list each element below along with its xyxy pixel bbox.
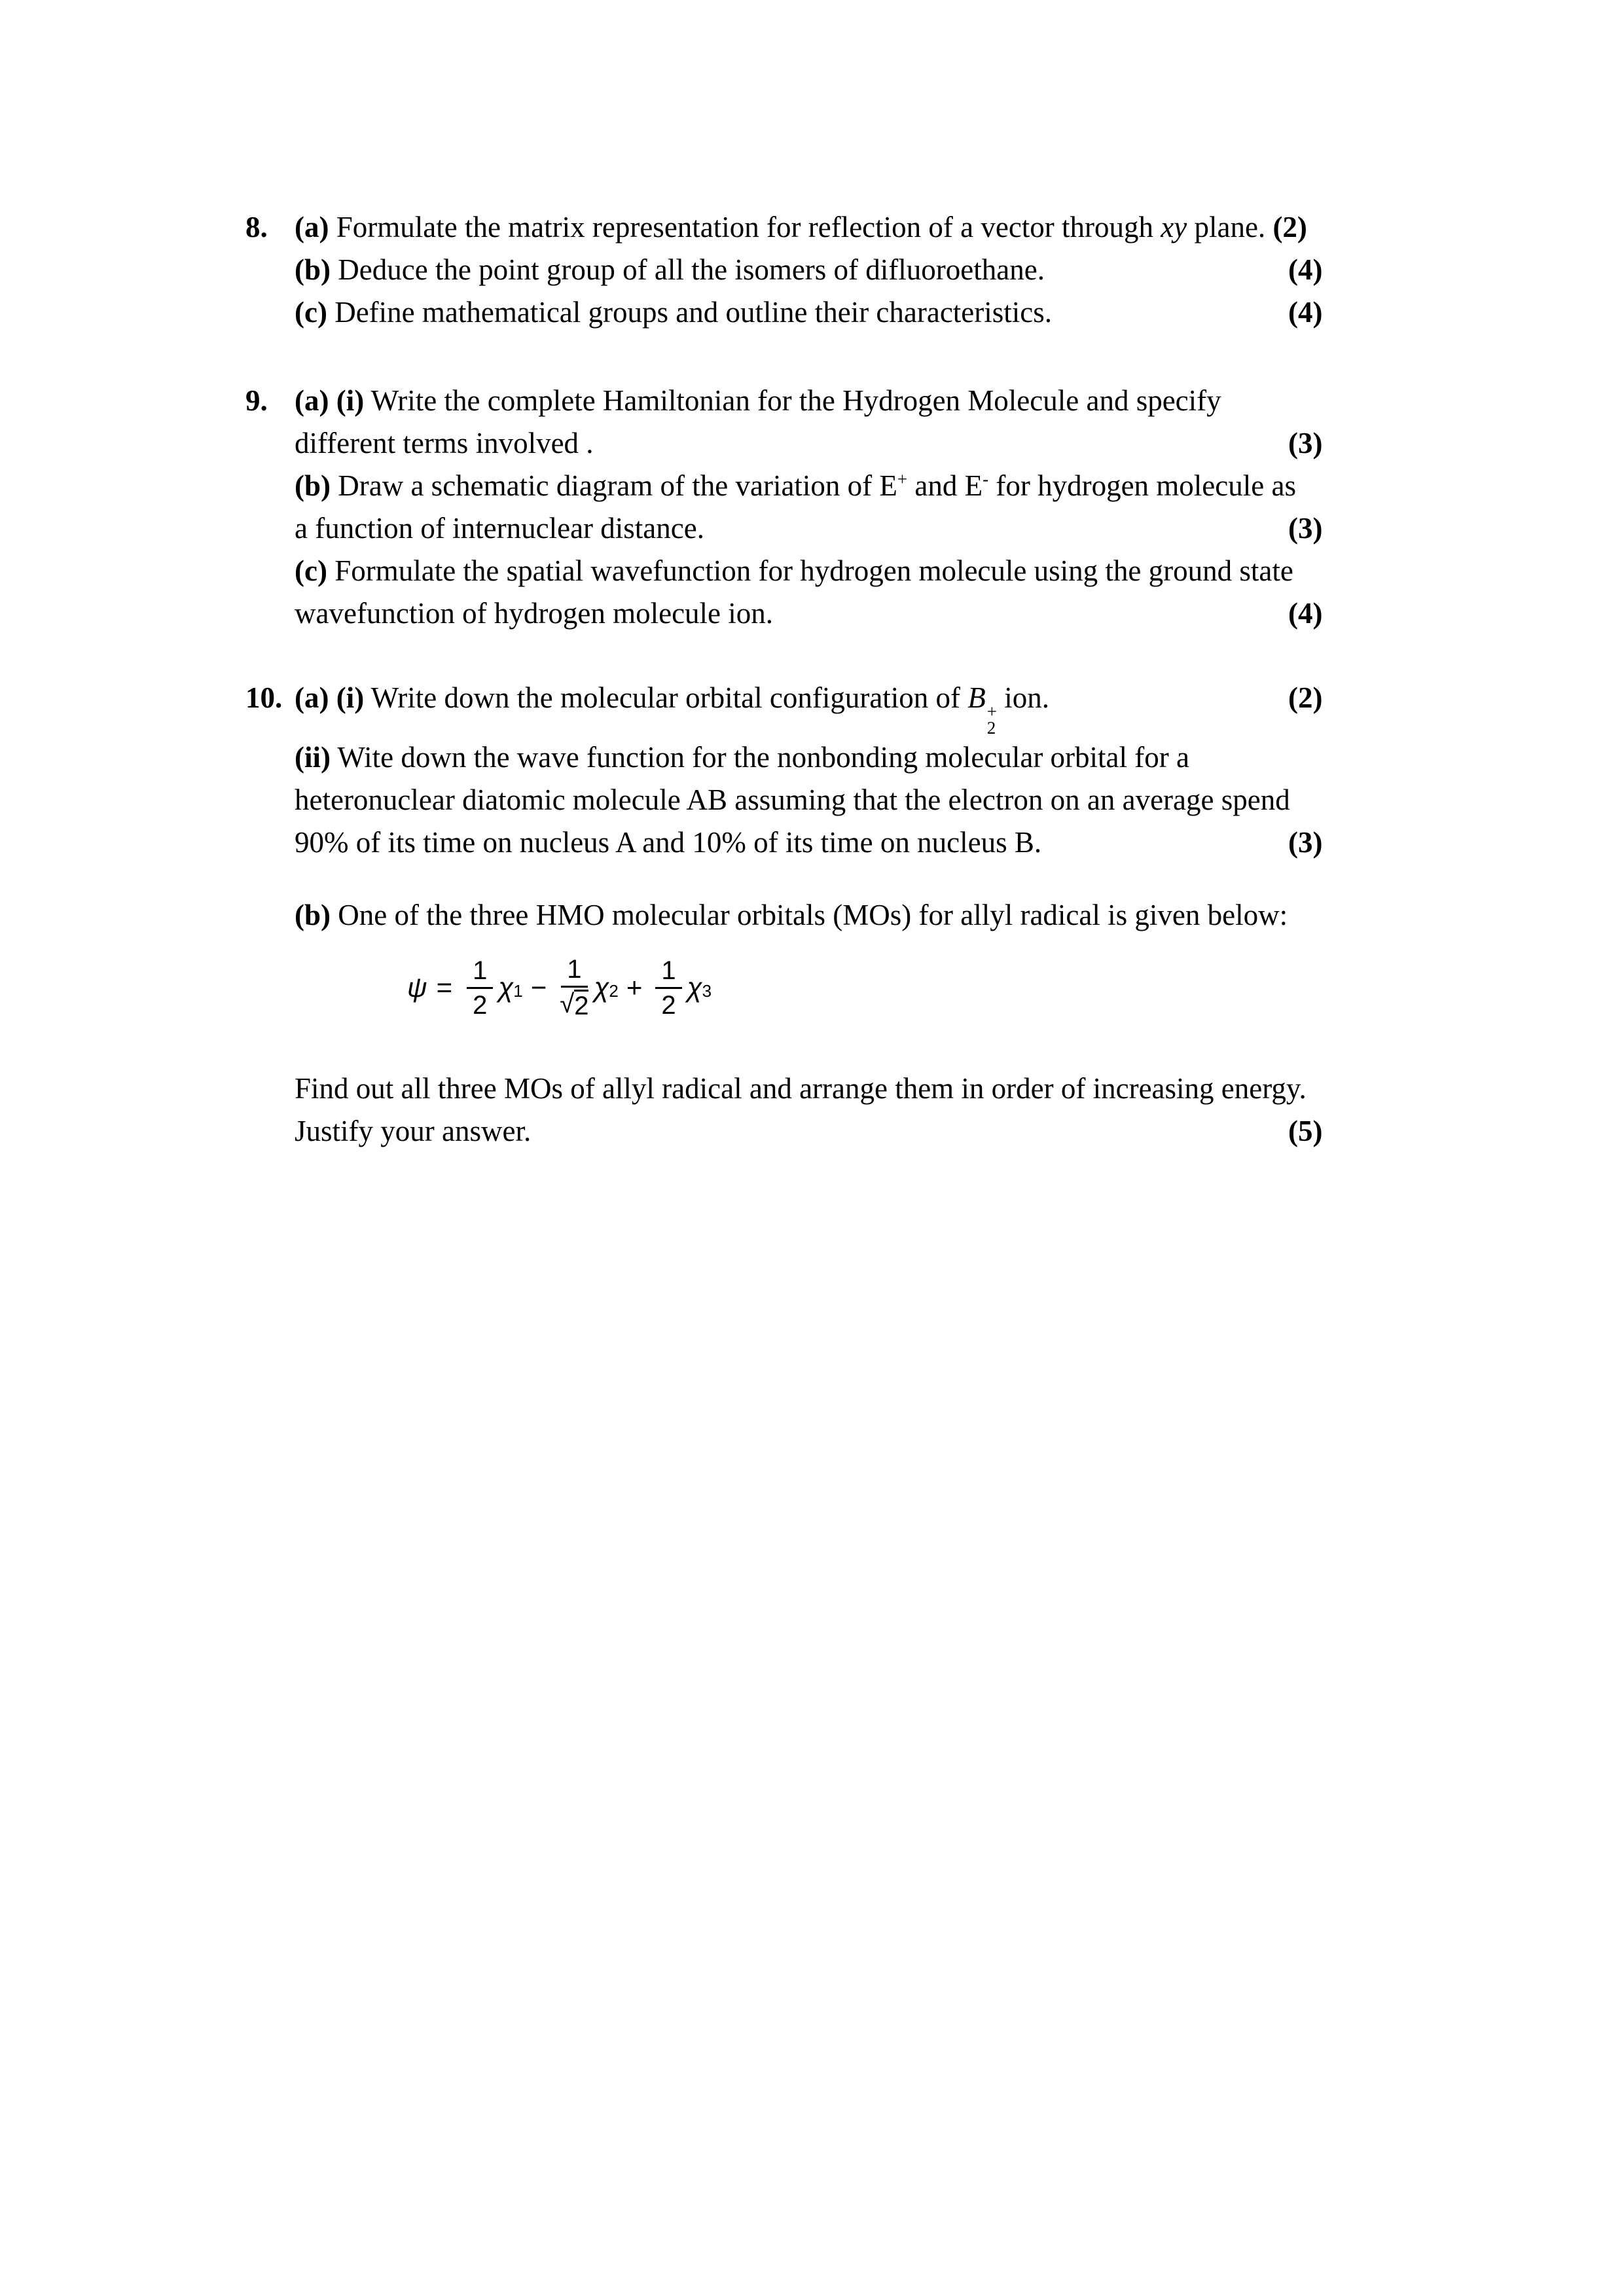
part-a-text-end: plane.	[1187, 211, 1273, 243]
xy-plane-italic: xy	[1161, 211, 1187, 243]
q9-part-a-line2	[295, 422, 1624, 465]
part-c-label: (c)	[295, 296, 327, 329]
q10-part-a-line1	[295, 677, 1624, 736]
e-plus-superscript: +	[897, 469, 908, 489]
question-10-number: 10.	[245, 681, 283, 714]
q8-part-c-line	[295, 291, 1624, 334]
chi-symbol: χ	[687, 972, 702, 1003]
psi-symbol: ψ	[407, 972, 427, 1003]
fraction-one-half-1	[467, 956, 493, 1020]
q9-part-b-line1	[295, 465, 1624, 507]
e-minus-superscript: -	[983, 469, 989, 489]
chi-symbol: χ	[594, 972, 609, 1003]
radical-sign: √	[560, 990, 575, 1018]
part-a-i-marks: (2)	[1288, 681, 1323, 714]
question-9	[245, 380, 1624, 635]
part-b-label: (b)	[295, 253, 331, 286]
fraction-one-half-2	[655, 956, 681, 1020]
part-c-marks: (4)	[1288, 296, 1323, 329]
minus-sign: −	[530, 972, 547, 1003]
question-8-number: 8.	[245, 211, 268, 243]
part-a-text-cont: different terms involved .	[295, 427, 594, 459]
numerator: 1	[561, 955, 587, 988]
plus-sign: +	[626, 972, 643, 1003]
radicand: 2	[574, 990, 588, 1020]
denominator: 2	[661, 990, 676, 1020]
part-a-text: Write down the molecular orbital configuration of	[364, 681, 968, 714]
part-a-label: (a)	[295, 211, 329, 243]
q9-part-a-line1	[295, 380, 1624, 422]
q8-part-b-line	[295, 249, 1624, 291]
q9-part-c-line1	[295, 550, 1624, 592]
part-a-marks: (3)	[1288, 427, 1323, 459]
part-a-text: Write the complete Hamiltonian for the Hydrogen Molecule and specify	[364, 384, 1221, 417]
b2-ion-symbol: B	[967, 681, 986, 714]
part-b-marks: (4)	[1288, 253, 1323, 286]
b2-ion-sup: +	[986, 702, 998, 721]
part-b-text-end: Justify your answer.	[295, 1115, 532, 1147]
part-b-text-end: for hydrogen molecule as	[988, 469, 1296, 502]
q10-part-a-ii-line3	[295, 821, 1624, 864]
part-c-text: Formulate the spatial wavefunction for hydrogen molecule using the ground state	[327, 554, 1293, 587]
part-b-label: (b)	[295, 469, 331, 502]
q10-part-a-ii-line2	[295, 779, 1624, 821]
part-a-label: (a) (i)	[295, 384, 365, 417]
part-b-text-mid: and E	[907, 469, 983, 502]
chi-2: χ 2	[594, 972, 619, 1003]
numerator: 1	[655, 956, 681, 989]
numerator: 1	[467, 956, 493, 989]
chi-1: χ 1	[498, 972, 523, 1003]
part-a-label: (a) (i)	[295, 681, 365, 714]
part-a-ii-text: Wite down the wave function for the nonbonding molecular orbital for a	[330, 741, 1189, 774]
part-b-marks: (5)	[1288, 1115, 1323, 1147]
b2-ion-charge	[987, 704, 997, 736]
question-8	[245, 206, 1624, 334]
question-9-content	[295, 380, 1624, 635]
part-a-text: Formulate the matrix representation for reflection of a vector through	[329, 211, 1161, 243]
question-10-content	[295, 677, 1624, 1153]
question-10	[245, 677, 1624, 1153]
chi-3: χ 3	[687, 972, 712, 1003]
q10-part-b-line2	[295, 1067, 1624, 1110]
part-c-text-cont: wavefunction of hydrogen molecule ion.	[295, 597, 774, 630]
q9-part-b-line2	[295, 507, 1624, 550]
part-b-text-cont: Find out all three MOs of allyl radical and arrange them in order of increasing energy.	[295, 1072, 1307, 1105]
hmo-formula	[407, 955, 1624, 1020]
part-c-marks: (4)	[1288, 597, 1323, 630]
part-b-text: Deduce the point group of all the isomers of difluoroethane.	[331, 253, 1045, 286]
part-a-ii-text-cont: heteronuclear diatomic molecule AB assuming that the electron on an average spend	[295, 783, 1290, 816]
question-8-content	[295, 206, 1624, 334]
q10-part-b-line3	[295, 1110, 1624, 1153]
equals-sign: =	[436, 972, 453, 1003]
part-a-marks: (2)	[1272, 211, 1307, 243]
part-b-marks: (3)	[1288, 512, 1323, 545]
b2-ion-sub: 2	[986, 718, 996, 738]
part-c-label: (c)	[295, 554, 327, 587]
part-a-ii-text-end: 90% of its time on nucleus A and 10% of its time on nucleus B.	[295, 826, 1042, 859]
part-b-text: One of the three HMO molecular orbitals (MOs) for allyl radical is given below:	[331, 899, 1288, 931]
q10-part-a-ii-line1	[295, 736, 1624, 779]
part-b-label: (b)	[295, 899, 331, 931]
fraction-inv-sqrt2	[560, 955, 588, 1020]
q10-part-b-line1	[295, 894, 1624, 937]
question-9-number: 9.	[245, 384, 268, 417]
denominator: 2	[473, 990, 488, 1020]
part-b-text: Draw a schematic diagram of the variation of E	[331, 469, 897, 502]
part-c-text: Define mathematical groups and outline their characteristics.	[327, 296, 1053, 329]
part-a-text-end: ion.	[997, 681, 1050, 714]
q8-part-a-line	[295, 206, 1624, 249]
chi-symbol: χ	[498, 972, 514, 1003]
part-a-ii-label: (ii)	[295, 741, 331, 774]
part-b-text-cont: a function of internuclear distance.	[295, 512, 704, 545]
q9-part-c-line2	[295, 592, 1624, 635]
part-a-ii-marks: (3)	[1288, 826, 1323, 859]
denominator-sqrt2	[560, 988, 588, 1020]
